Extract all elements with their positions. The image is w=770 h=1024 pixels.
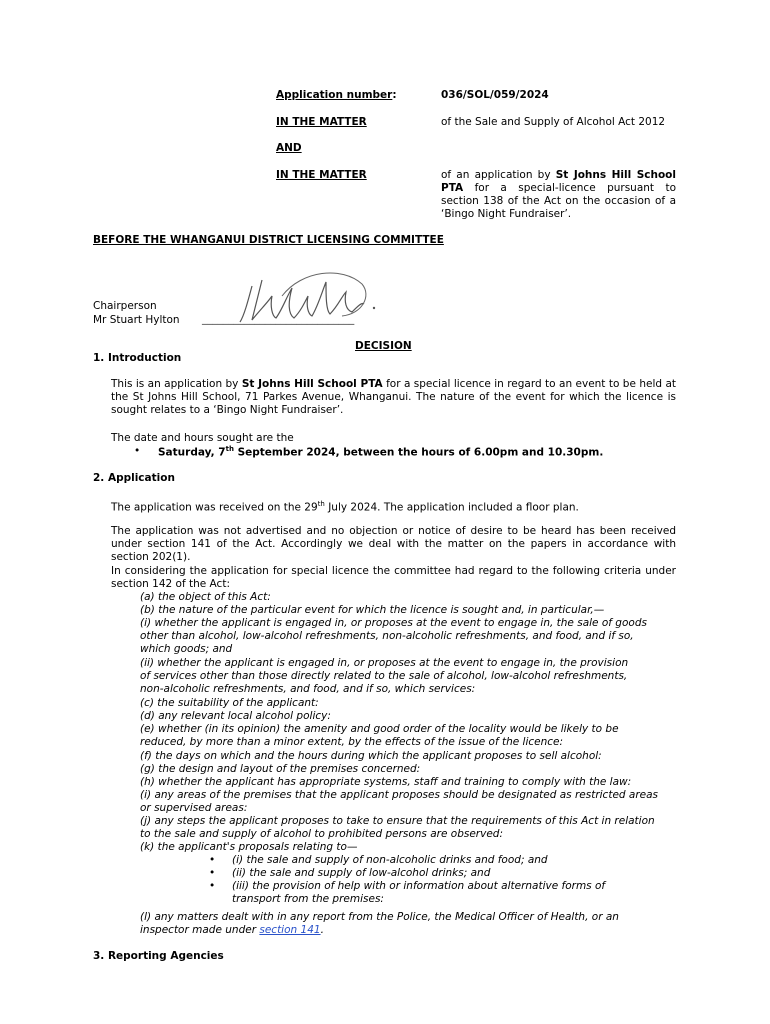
bullet: • xyxy=(134,445,141,457)
criterion-b-ii: (ii) whether the applicant is engaged in, or proposes at the event to engage in, the provision of services other than those directly related to the sale of alcohol, low-alcohol refreshments, non-alcoholic refreshments, and food, and if so, which services: xyxy=(140,657,629,695)
s2-p1-sup: th xyxy=(317,500,325,508)
sub-bullet-1: • xyxy=(209,854,216,866)
section-1-title: 1. Introduction xyxy=(93,352,182,364)
criterion-l-post: . xyxy=(320,924,324,936)
matter-value-2 xyxy=(441,169,676,221)
application-number-value: 036/SOL/059/2024 xyxy=(441,89,549,101)
s1-p1-pre: This is an application by xyxy=(111,378,242,390)
criterion-e: (e) whether (in its opinion) the amenity and good order of the locality would be likely to be reduced, by more than a minor extent, by the effects of the issue of the licence: xyxy=(140,723,619,748)
sub-criterion-1: (i) the sale and supply of non-alcoholic drinks and food; and xyxy=(232,854,548,866)
criterion-f: (f) the days on which and the hours during which the applicant proposes to sell alcohol: xyxy=(140,750,602,762)
committee-title: BEFORE THE WHANGANUI DISTRICT LICENSING COMMITTEE xyxy=(93,234,444,246)
criterion-j: (j) any steps the applicant proposes to take to ensure that the requirements of this Act in relation to the sale and supply of alcohol to prohibited persons are observed: xyxy=(140,815,655,840)
s1-p1-post: for a special licence in regard to an event to be held at the St Johns Hill School, 71 Parkes Avenue, Whanganui. The nature of the event for which the licence is sought relates to a ‘Bingo Night Fundraiser’. xyxy=(111,378,676,416)
applicant-name: St Johns Hill School PTA xyxy=(441,169,677,194)
application-number-row xyxy=(276,89,397,101)
s2-p1-pre: The application was received on the 29 xyxy=(111,501,318,514)
section-2-paragraph-1 xyxy=(111,498,676,515)
decision-title: DECISION xyxy=(355,340,412,352)
signature-line: _____________________________ xyxy=(202,313,355,325)
criterion-i: (i) any areas of the premises that the applicant proposes should be designated as restricted areas or supervised areas: xyxy=(140,789,659,814)
chairperson-name: Mr Stuart Hylton xyxy=(93,314,180,326)
application-number-label: Application number xyxy=(276,89,393,101)
section-1-paragraph-2: The date and hours sought are the xyxy=(111,432,294,444)
sub-criterion-3: (iii) the provision of help with or information about alternative forms of transport from the premises: xyxy=(232,880,606,905)
criterion-c: (c) the suitability of the applicant: xyxy=(140,697,319,709)
sub-bullet-3: • xyxy=(209,880,216,892)
criterion-l xyxy=(140,911,665,937)
criterion-b-i: (i) whether the applicant is engaged in, or proposes at the event to engage in, the sale of goods other than alcohol, low-alcohol refreshments, non-alcoholic refreshments, and food, and if so, which goods; and xyxy=(140,617,647,655)
section-2-paragraph-2: The application was not advertised and no objection or notice of desire to be heard has been received under section 141 of the Act. Accordingly we deal with the matter on the papers in accordance with section 202(1). xyxy=(111,525,676,563)
criterion-a: (a) the object of this Act: xyxy=(140,591,271,603)
section-2-title: 2. Application xyxy=(93,472,175,484)
s2-p1-post: July 2024. The application included a floor plan. xyxy=(324,501,579,514)
signature-image xyxy=(222,266,382,328)
event-date-sup: th xyxy=(225,445,234,453)
criterion-k: (k) the applicant's proposals relating to— xyxy=(140,841,358,853)
sub-bullet-2: • xyxy=(209,867,216,879)
and-label: AND xyxy=(276,142,302,154)
section-2-paragraph-3: In considering the application for special licence the committee had regard to the following criteria under section 142 of the Act: xyxy=(111,565,676,590)
matter-label-1: IN THE MATTER xyxy=(276,116,367,128)
criterion-b: (b) the nature of the particular event for which the licence is sought and, in particular,— xyxy=(140,604,605,616)
event-date-hours xyxy=(158,445,603,459)
matter-label-2: IN THE MATTER xyxy=(276,169,367,181)
criterion-g: (g) the design and layout of the premises concerned: xyxy=(140,763,421,775)
criterion-h: (h) whether the applicant has appropriate systems, staff and training to comply with the law: xyxy=(140,776,632,788)
matter-value-2-post: for a special-licence pursuant to section 138 of the Act on the occasion of a ‘Bingo Night Fundraiser’. xyxy=(441,182,676,220)
criterion-l-pre: (l) any matters dealt with in any report from the Police, the Medical Officer of Health, or an inspector made under xyxy=(140,911,619,936)
section-3-title: 3. Reporting Agencies xyxy=(93,950,224,962)
application-number-colon: : xyxy=(392,89,397,101)
section-1-paragraph-1 xyxy=(111,378,676,417)
matter-value-1: of the Sale and Supply of Alcohol Act 2012 xyxy=(441,116,666,128)
event-date-pre: Saturday, 7 xyxy=(158,446,226,459)
matter-value-2-pre: of an application by xyxy=(441,169,556,181)
criterion-d: (d) any relevant local alcohol policy: xyxy=(140,710,331,722)
chairperson-role: Chairperson xyxy=(93,300,157,312)
event-date-post: September 2024, between the hours of 6.00pm and 10.30pm. xyxy=(233,446,604,459)
sub-criterion-2: (ii) the sale and supply of low-alcohol drinks; and xyxy=(232,867,491,879)
section-141-link[interactable]: section 141 xyxy=(259,924,321,936)
s1-p1-applicant: St Johns Hill School PTA xyxy=(241,378,383,390)
